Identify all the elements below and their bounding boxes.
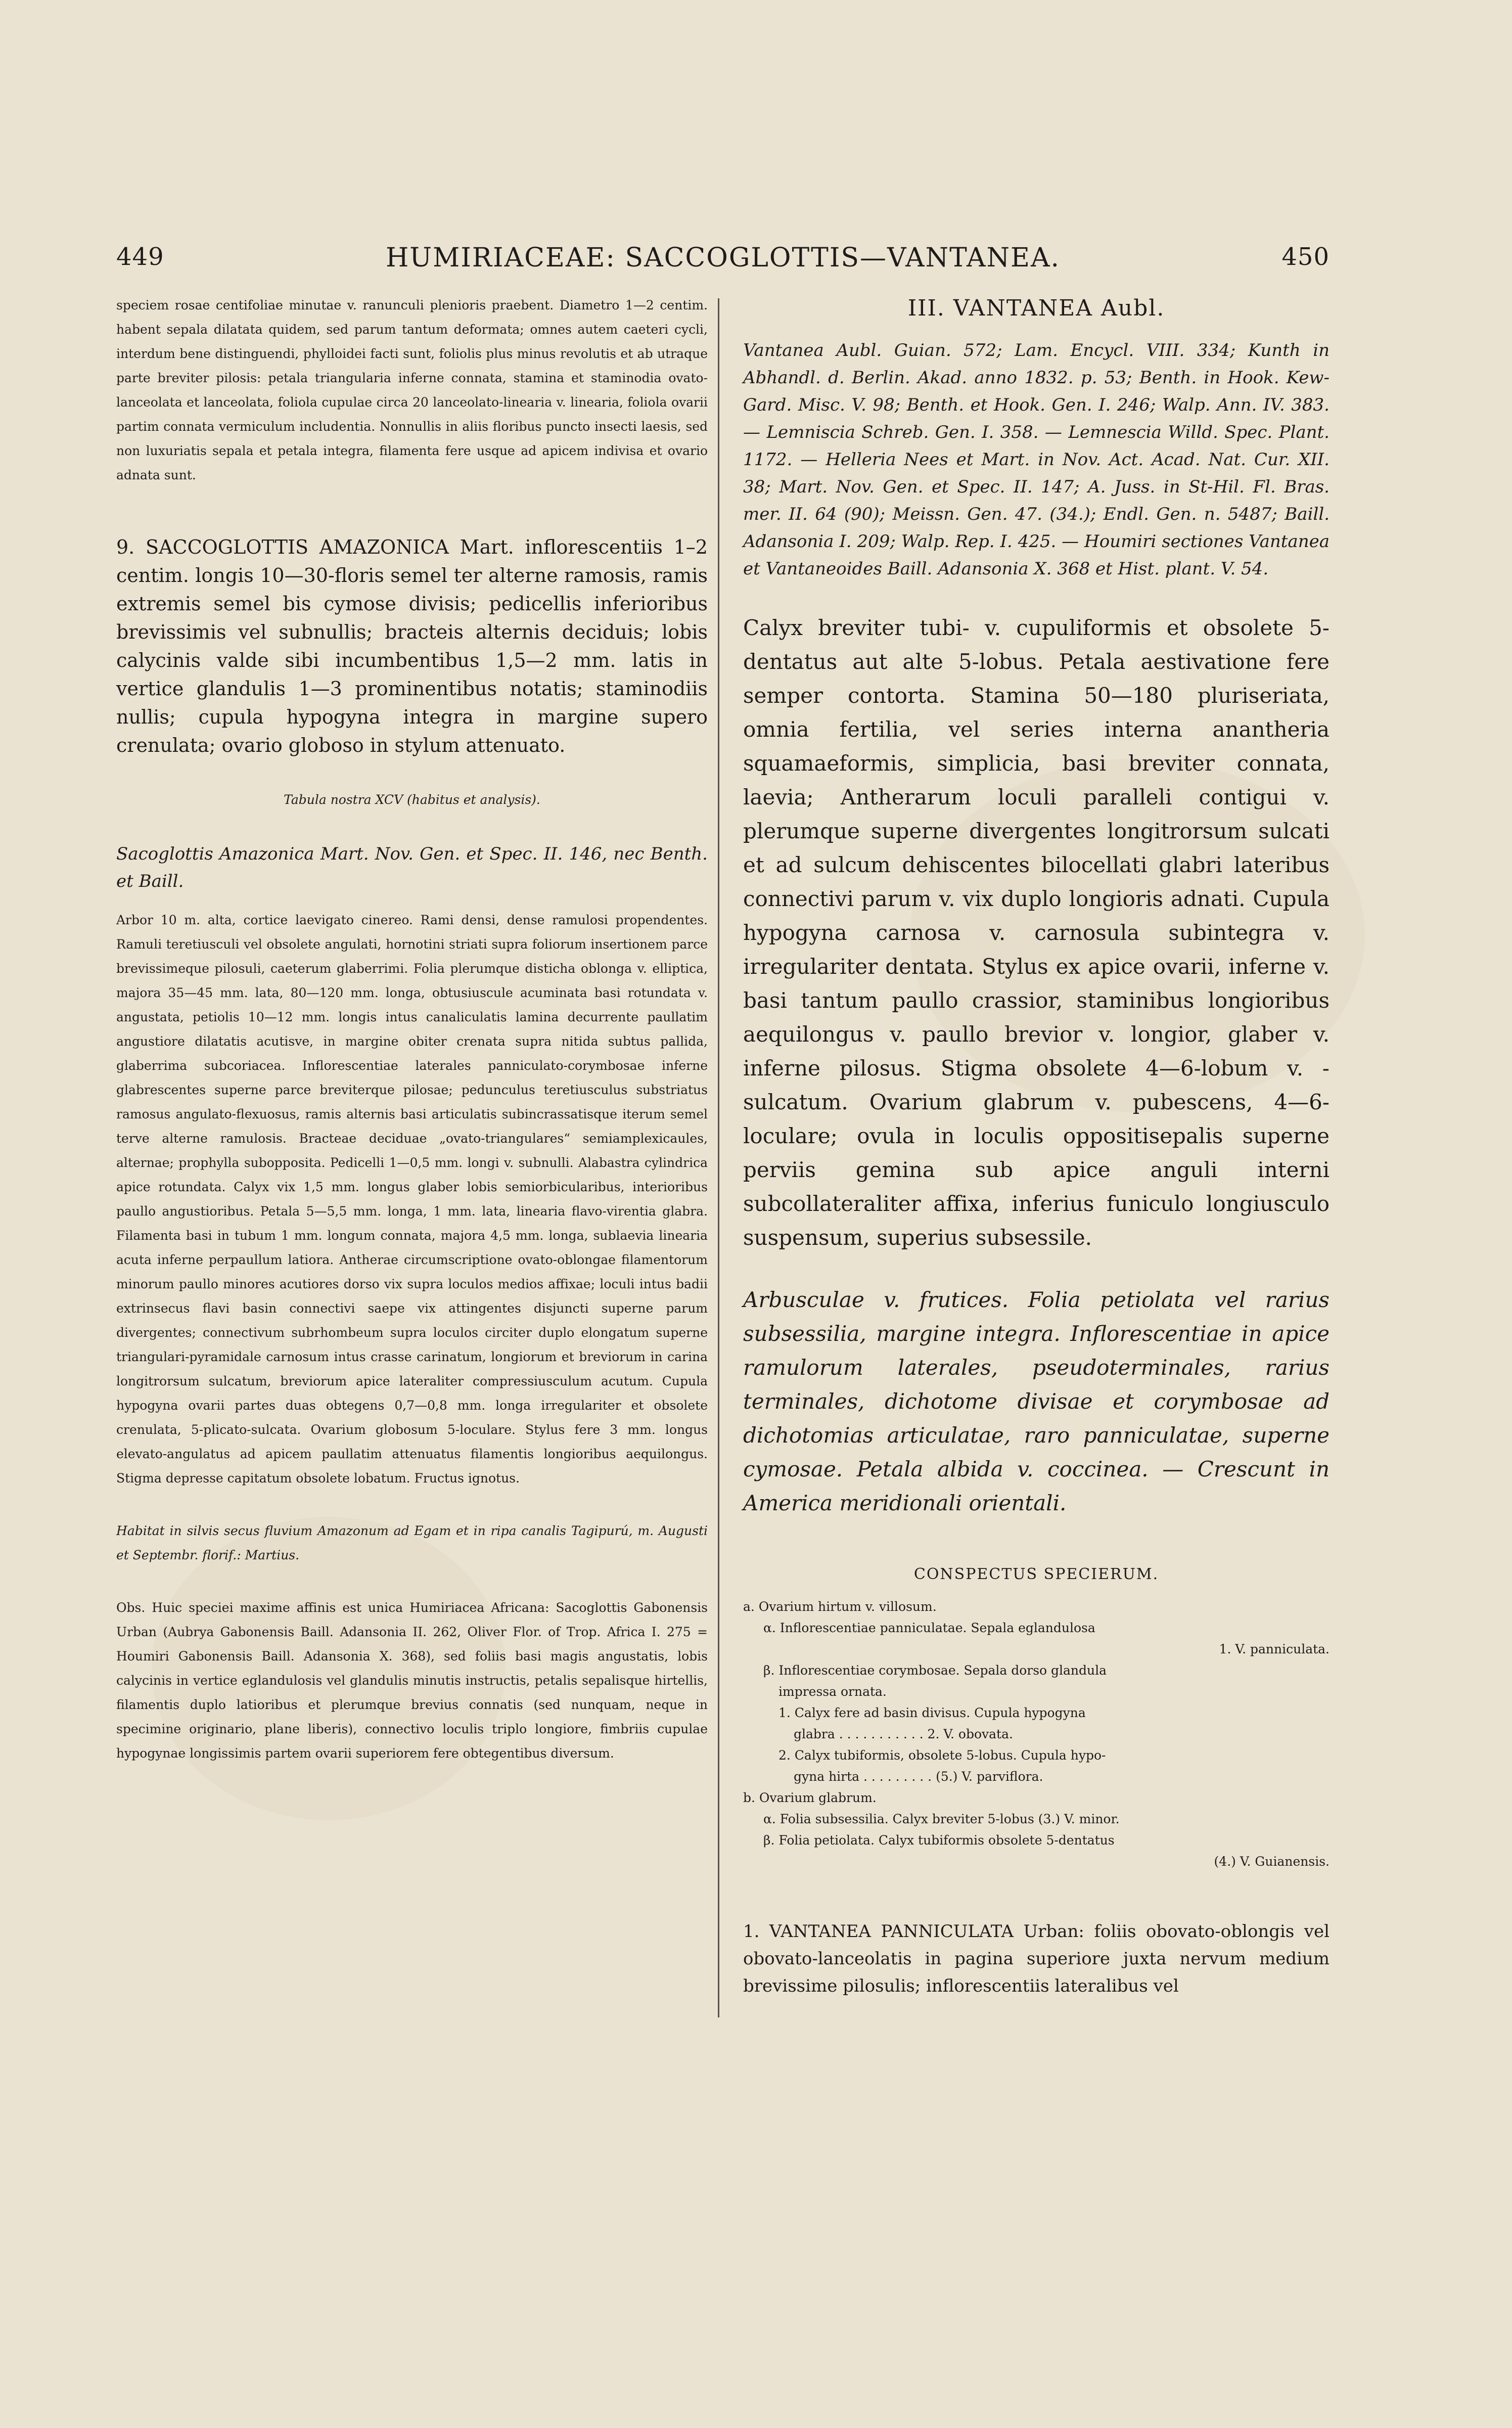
species-description: Arbor 10 m. alta, cortice laevigato cinereo. Rami densi, dense ramulosi propendentes. Ramuli teretiusculi vel obsolete angulati, hornotini striati supra foliorum insertionem parce brevissimeque pilosuli, caeterum glaberrimi. Folia plerumque disticha oblonga v. elliptica, majora 35—45 mm. lata, 80—120 mm. longa, obtusiuscule acuminata basi rotundata v. angustata, petiolis 10—12 mm. longis intus canaliculatis lamina decurrente paullatim angustiore dilatatis acutisve, in margine obiter crenata supra nitida subtus pallida, glaberrima subcoriacea. Inflorescentiae laterales panniculato-corymbosae inferne glabrescentes superne parce breviterque pilosae; pedunculus teretiusculus substriatus ramosus angulato-flexuosus, ramis alternis basi articulatis subincrassatisque iterum semel terve alterne ramulosis. Bracteae deciduae „ovato-triangulares“ semiamplexicaules, alternae; prophylla subopposita. Pedicelli 1—0,5 mm. longi v. subnulli. Alabastra cylindrica apice rotundata. Calyx vix 1,5 mm. longus glaber lobis semiorbicularibus, interioribus paullo angustioribus. Petala 5—5,5 mm. longa, 1 mm. lata, linearia flavo-virentia glabra. Filamenta basi in tubum 1 mm. longum connata, majora 4,5 mm. longa, sublaevia linearia acuta inferne perpaullum latiora. Antherae circumscriptione ovato-oblongae filamentorum minorum paullo minores acutiores dorso vix supra loculos medios affixae; loculi intus badii extrinsecus flavi basin connectivi saepe vix attingentes disjuncti superne parum divergentes; connectivum subrhombeum supra loculos circiter duplo elongatum superne triangulari-pyramidale carnosum intus crasse carinatum, longiorum et breviorum in carina longitrorsum sulcatum, breviorum apice lateraliter compressiusculum acutum. Cupula hypogyna ovarii partes duas obtegens 0,7—0,8 mm. longa irregulariter et obsolete crenulata, 5-plicato-sulcata. Ovarium globosum 5-loculare. Stylus fere 3 mm. longus elevato-angulatus ad apicem paullatim attenuatus filamentis longioribus aequilongus. Stigma depresse capitatum obsolete lobatum. Fructus ignotus.: [116, 913, 708, 1486]
key-line: b. Ovarium glabrum.: [743, 1790, 877, 1805]
genus-habit: Arbusculae v. frutices. Folia petiolata vel rarius subsessilia, margine integra. Inflorescentiae in apice ramulorum laterales, pseudoterminales, rarius terminales, dichotome divisae et corymbosae ad dichotomias articulatae, raro panniculatae, superne cymosae. Petala albida v. coccinea. — Crescunt in America meridionali orientali.: [743, 1287, 1330, 1515]
key-line: β. Inflorescentiae corymbosae. Sepala dorso glandula: [763, 1663, 1107, 1678]
key-line: 1. Calyx fere ad basin divisus. Cupula hypogyna: [778, 1705, 1086, 1720]
observation-paragraph: Obs. Huic speciei maxime affinis est unica Humiriacea Africana: Sacoglottis Gabonensis Urban (Aubrya Gabonensis Baill. Adansonia II. 262, Oliver Flor. of Trop. Africa I. 275 = Houmiri Gabonensis Baill. Adansonia X. 368), sed foliis basi magis angustatis, lobis calycinis in vertice eglandulosis vel glandulis minutis instructis, petalis sepalisque hirtellis, filamentis duplo latioribus et plerumque brevius connatis (sed nunquam, neque in specimine originario, plane liberis), connectivo loculis triplo longiore, fimbriis cupulae hypogynae longissimis partem ovarii superiorem fere obtegentibus diversum.: [116, 1600, 708, 1761]
species-1-diagnosis: 1. VANTANEA PANNICULATA Urban: foliis obovato-oblongis vel obovato-lanceolatis in pagina superiore juxta nervum medium brevissime pilosulis; inflorescentiis lateralibus vel: [743, 1921, 1330, 1996]
species-key: [743, 1596, 1330, 1872]
key-line: 1. V. panniculata.: [1219, 1642, 1330, 1656]
key-line: glabra . . . . . . . . . . . 2. V. obovata.: [794, 1727, 1013, 1741]
tabula-note: Tabula nostra XCV (habitus et analysis).: [284, 792, 540, 807]
species-heading: 9. SACCOGLOTTIS AMAZONICA Mart. inflorescentiis 1–2 centim. longis 10—30-floris semel ter alterne ramosis, ramis extremis semel bis cymose divisis; pedicellis inferioribus brevissimis vel subnullis; bracteis alternis deciduis; lobis calycinis valde sibi incumbentibus 1,5—2 mm. latis in vertice glandulis 1—3 prominentibus notatis; staminodiis nullis; cupula hypogyna integra in margine supero crenulata; ovario globoso in stylum attenuato.: [116, 536, 708, 756]
intro-paragraph: speciem rosae centifoliae minutae v. ranunculi plenioris praebent. Diametro 1—2 centim. habent sepala dilatata quidem, sed parum tantum deformata; omnes autem caeteri cycli, interdum bene distinguendi, phylloidei facti sunt, foliolis plus minus revolutis et ab utraque parte breviter pilosis: petala triangularia inferne connata, stamina et staminodia ovato-lanceolata et lanceolata, foliola cupulae circa 20 lanceolato-linearia v. linearia, foliola ovarii partim connata vermiculum includentia. Nonnullis in aliis floribus puncto insecti laesis, sed non luxuriatis sepala et petala integra, filamenta fere usque ad apicem indivisa et ovario adnata sunt.: [116, 298, 708, 482]
page-number-left: 449: [116, 243, 164, 271]
key-line: α. Inflorescentiae panniculatae. Sepala eglandulosa: [763, 1621, 1095, 1635]
key-line: gyna hirta . . . . . . . . . (5.) V. parviflora.: [794, 1769, 1043, 1784]
key-line: (4.) V. Guianensis.: [1214, 1854, 1330, 1869]
key-line: 2. Calyx tubiformis, obsolete 5-lobus. Cupula hypo-: [778, 1748, 1106, 1763]
key-line: β. Folia petiolata. Calyx tubiformis obsolete 5-dentatus: [763, 1833, 1115, 1848]
habitat-note: Habitat in silvis secus fluvium Amazonum ad Egam et in ripa canalis Tagipurú, m. Augusti et Septembr. florif.: Martius.: [116, 1523, 708, 1562]
page-number-right: 450: [1281, 243, 1330, 271]
right-column: [743, 293, 1330, 2000]
page-header: [116, 243, 1330, 283]
synonym: Sacoglottis Amazonica Mart. Nov. Gen. et Spec. II. 146, nec Benth. et Baill.: [116, 844, 708, 891]
key-line: α. Folia subsessilia. Calyx breviter 5-lobus (3.) V. minor.: [763, 1812, 1120, 1826]
genus-title: III. VANTANEA Aubl.: [907, 295, 1165, 321]
running-title: HUMIRIACEAE: SACCOGLOTTIS—VANTANEA.: [385, 243, 1061, 273]
key-line: impressa ornata.: [778, 1684, 887, 1699]
column-divider: [718, 298, 719, 2017]
conspectus-title: CONSPECTUS SPECIERUM.: [913, 1565, 1159, 1583]
genus-description: Calyx breviter tubi- v. cupuliformis et obsolete 5-dentatus aut alte 5-lobus. Petala aestivatione fere semper contorta. Stamina 50—180 pluriseriata, omnia fertilia, vel series interna anantheria squamaeformis, simplicia, basi breviter connata, laevia; Antherarum loculi paralleli contigui v. plerumque superne divergentes longitrorsum sulcati et ad sulcum dehiscentes bilocellati glabri lateribus connectivi parum v. vix duplo longioris adnati. Cupula hypogyna carnosa v. carnosula subintegra v. irregulariter dentata. Stylus ex apice ovarii, inferne v. basi tantum paullo crassior, staminibus longioribus aequilongus v. paullo brevior v. longior, glaber v. inferne pilosus. Stigma obsolete 4—6-lobum v. -sulcatum. Ovarium glabrum v. pubescens, 4—6-loculare; ovula in loculis oppositisepalis superne perviis gemina sub apice anguli interni subcollateraliter affixa, inferius funiculo longiusculo suspensum, superius subsessile.: [743, 615, 1330, 1250]
genus-references: Vantanea Aubl. Guian. 572; Lam. Encycl. VIII. 334; Kunth in Abhandl. d. Berlin. Akad. anno 1832. p. 53; Benth. in Hook. Kew-Gard. Misc. V. 98; Benth. et Hook. Gen. I. 246; Walp. Ann. IV. 383. — Lemniscia Schreb. Gen. I. 358. — Lemnescia Willd. Spec. Plant. 1172. — Helleria Nees et Mart. in Nov. Act. Acad. Nat. Cur. XII. 38; Mart. Nov. Gen. et Spec. II. 147; A. Juss. in St-Hil. Fl. Bras. mer. II. 64 (90); Meissn. Gen. 47. (34.); Endl. Gen. n. 5487; Baill. Adansonia I. 209; Walp. Rep. I. 425. — Houmiri sectiones Vantanea et Vantaneoides Baill. Adansonia X. 368 et Hist. plant. V. 54.: [743, 340, 1330, 579]
left-column: [116, 293, 708, 1766]
key-line: a. Ovarium hirtum v. villosum.: [743, 1599, 937, 1614]
